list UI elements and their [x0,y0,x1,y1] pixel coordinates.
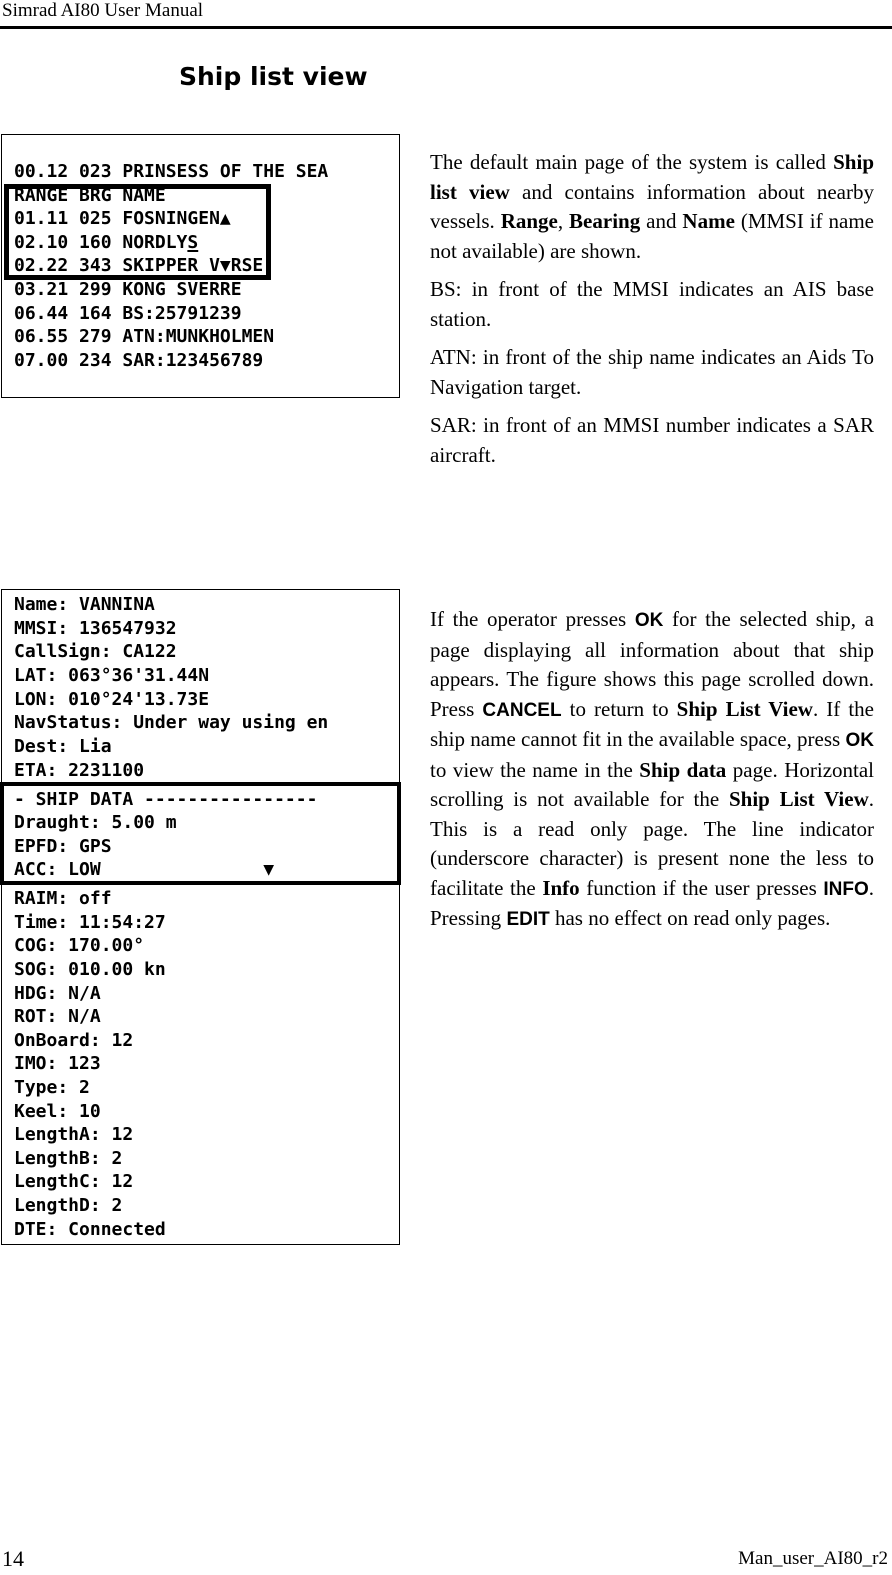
ship-data-line: SOG: 010.00 kn [14,959,166,980]
ship-list-row: 06.44 164 BS:25791239 [14,303,242,324]
ship-data-line: LON: 010°24'13.73E [14,689,210,710]
paragraph: If the operator presses OK for the selected ship, a page displaying all information about that ship appears. The figure shows this page scrolled down. Press CANCEL to return to Ship List View. If the ship name cannot fit in the available space, press OK to view the name in the Ship data page. Horizontal scrolling is not available for the Ship List View. This is a read only page. The line indicator (underscore character) is present none the less to facilitate the Info function if the user presses INFO. Pressing EDIT has no effect on read only pages. [430,607,875,930]
ship-data-line: NavStatus: Under way using en [14,712,329,733]
paragraph: BS: in front of the MMSI indicates an AIS base station. [430,277,874,331]
ship-list-row: 02.22 343 SKIPPER V▼RSE [14,255,264,276]
ship-list-row: 03.21 299 KONG SVERRE [14,279,242,300]
key-ok: OK [634,610,664,631]
ship-data-line: RAIM: off [14,888,112,909]
paragraph: ATN: in front of the ship name indicates an Aids To Navigation target. [430,345,874,399]
paragraph: SAR: in front of an MMSI number indicates a SAR aircraft. [430,413,874,467]
ship-data-line: CallSign: CA122 [14,641,177,662]
ship-data-line: EPFD: GPS [14,836,112,857]
ship-list-screen [1,134,400,398]
ship-data-line: ETA: 2231100 [14,760,145,781]
ship-data-description [430,605,874,935]
ship-list-row-text: 02.10 160 NORDLY [14,232,188,253]
ship-list-row: 06.55 279 ATN:MUNKHOLMEN [14,326,275,347]
ship-data-line: MMSI: 136547932 [14,618,177,639]
ship-list-description [430,148,874,470]
ship-data-line: Name: VANNINA [14,594,155,615]
key-info: INFO [823,878,869,900]
ship-data-line: LengthC: 12 [14,1171,134,1192]
visible-window-highlight [4,184,271,280]
ship-data-line: LengthB: 2 [14,1148,123,1169]
paragraph: The default main page of the system is called Ship list view and contains information about nearby vessels. Range, Bearing and Name (MMSI if name not available) are shown. [430,150,874,263]
ship-data-line: IMO: 123 [14,1053,101,1074]
document-id: Man_user_AI80_r2 [738,1548,888,1569]
ship-list-column-header: RANGE BRG NAME [14,185,166,206]
page-number: 14 [2,1546,24,1571]
ship-list-row: 01.11 025 FOSNINGEN▲ [14,208,231,229]
key-cancel: CANCEL [482,699,562,721]
ship-list-line-top: 00.12 023 PRINSESS OF THE SEA [14,161,329,182]
ship-data-line: ACC: LOW ▼ [14,859,275,880]
ship-data-line: DTE: Connected [14,1219,166,1240]
ship-list-row: 07.00 234 SAR:123456789 [14,350,264,371]
ship-data-section-divider: - SHIP DATA ---------------- [14,789,318,810]
document-header-title: Simrad AI80 User Manual [2,0,204,21]
ship-data-line: COG: 170.00° [14,935,145,956]
ship-data-line: LengthA: 12 [14,1124,134,1145]
ship-data-line: ROT: N/A [14,1006,101,1027]
ship-data-line: OnBoard: 12 [14,1030,134,1051]
ship-data-line: Time: 11:54:27 [14,912,166,933]
ship-data-line: LAT: 063°36'31.44N [14,665,210,686]
ship-data-line: LengthD: 2 [14,1195,123,1216]
line-cursor: S [187,232,199,253]
section-heading: Ship list view [179,62,368,91]
key-ok: OK [845,730,874,751]
ship-data-line: Dest: Lia [14,736,112,757]
ship-data-line: Type: 2 [14,1077,90,1098]
ship-data-screen [1,589,400,1245]
ship-data-line: HDG: N/A [14,983,101,1004]
ship-data-line: Draught: 5.00 m [14,812,177,833]
ship-data-line: Keel: 10 [14,1101,101,1122]
key-edit: EDIT [506,909,550,930]
visible-window-highlight [0,782,401,885]
header-rule [0,26,892,29]
